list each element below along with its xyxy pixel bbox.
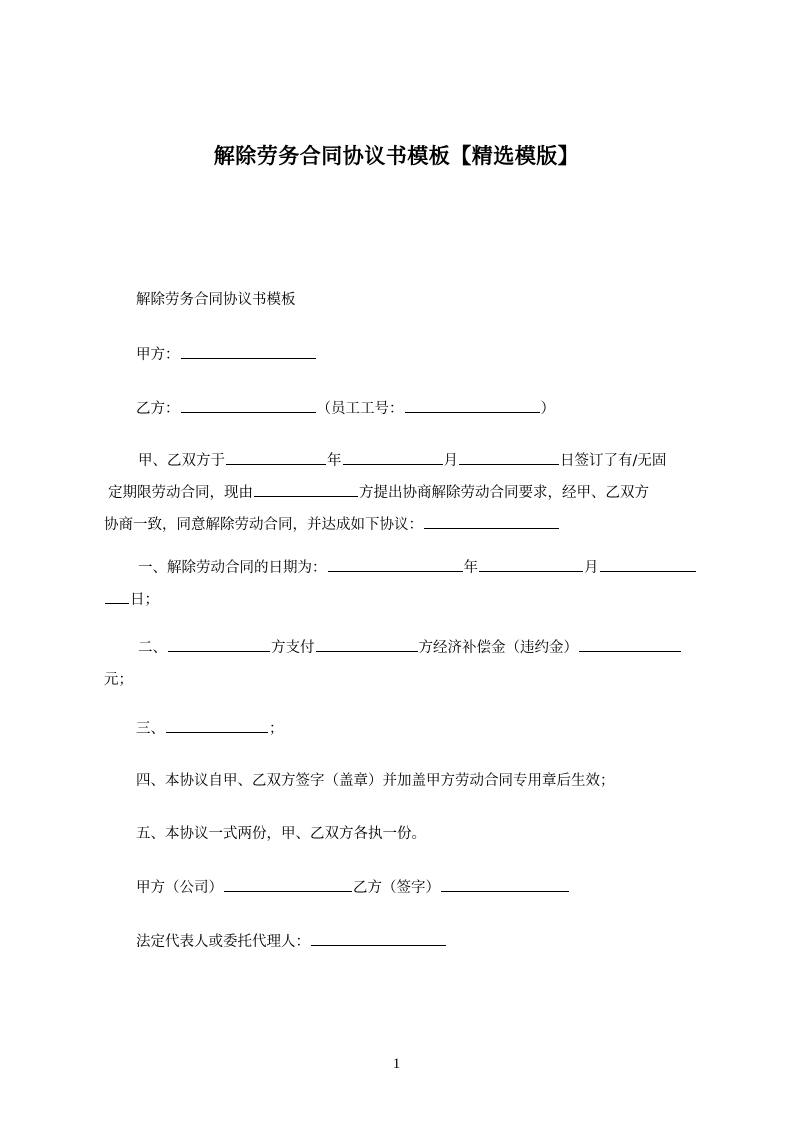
employee-id-label: （员工工号： — [316, 401, 404, 417]
item1-month: 月 — [584, 560, 599, 576]
sign-a-label: 甲方（公司） — [136, 880, 223, 896]
sign-b-label: 乙方（签字） — [353, 880, 440, 896]
intro-line2-end: 方提出协商解除劳动合同要求，经甲、乙双方 — [359, 485, 649, 501]
item2-compensation: 方经济补偿金（违约金） — [418, 640, 578, 656]
item2-payee-blank — [316, 637, 418, 652]
item3-suffix: ； — [269, 721, 284, 737]
intro-line2-start: 定期限劳动合同，现由 — [108, 485, 253, 501]
item1-paragraph — [104, 552, 704, 616]
party-b-line — [136, 398, 555, 419]
intro-paragraph — [104, 445, 704, 541]
party-b-label: 乙方： — [136, 401, 180, 417]
intro-party-blank — [254, 482, 358, 497]
sign-b-blank — [441, 877, 569, 892]
intro-day-blank — [459, 450, 559, 465]
intro-line3: 协商一致，同意解除劳动合同，并达成如下协议： — [104, 517, 423, 533]
item2-pays: 方支付 — [271, 640, 315, 656]
party-a-blank — [181, 344, 316, 359]
legal-rep-line — [136, 931, 447, 952]
document-title: 解除劳务合同协议书模板【精选模版】 — [213, 144, 580, 168]
intro-month: 月 — [443, 453, 458, 469]
item2-prefix: 二、 — [138, 640, 167, 656]
item1-text: 一、解除劳动合同的日期为： — [138, 560, 327, 576]
item2-paragraph — [104, 632, 704, 696]
page-number: 1 — [392, 1056, 401, 1072]
item2-amount-blank — [579, 637, 681, 652]
item3-blank — [166, 718, 268, 733]
item3-line — [136, 718, 284, 739]
employee-id-close: ） — [540, 401, 555, 417]
legal-rep-label: 法定代表人或委托代理人： — [136, 934, 310, 950]
intro-year-blank — [226, 450, 326, 465]
legal-rep-blank — [311, 931, 446, 946]
item4-line: 四、本协议自甲、乙双方签字（盖章）并加盖甲方劳动合同专用章后生效； — [136, 773, 615, 789]
intro-year: 年 — [327, 453, 342, 469]
party-b-blank — [181, 398, 316, 413]
intro-month-blank — [343, 450, 443, 465]
document-subtitle: 解除劳务合同协议书模板 — [136, 292, 296, 308]
sign-a-blank — [224, 877, 352, 892]
item1-day: 日； — [130, 592, 159, 608]
item1-day-blank-b — [105, 589, 129, 604]
intro-agreement-blank — [424, 514, 559, 529]
item3-prefix: 三、 — [136, 721, 165, 737]
party-a-line — [136, 344, 317, 365]
item2-unit: 元； — [104, 672, 133, 688]
item2-payer-blank — [168, 637, 270, 652]
item5-line: 五、本协议一式两份，甲、乙双方各执一份。 — [136, 826, 426, 842]
party-a-label: 甲方： — [136, 347, 180, 363]
item1-month-blank — [479, 557, 583, 572]
signature-line — [136, 877, 570, 898]
item1-year-blank — [328, 557, 463, 572]
item1-day-blank-a — [600, 557, 696, 572]
intro-part2: 日签订了有/无固 — [560, 453, 667, 469]
employee-id-blank — [405, 398, 540, 413]
intro-part1: 甲、乙双方于 — [138, 453, 225, 469]
item1-year: 年 — [463, 560, 478, 576]
